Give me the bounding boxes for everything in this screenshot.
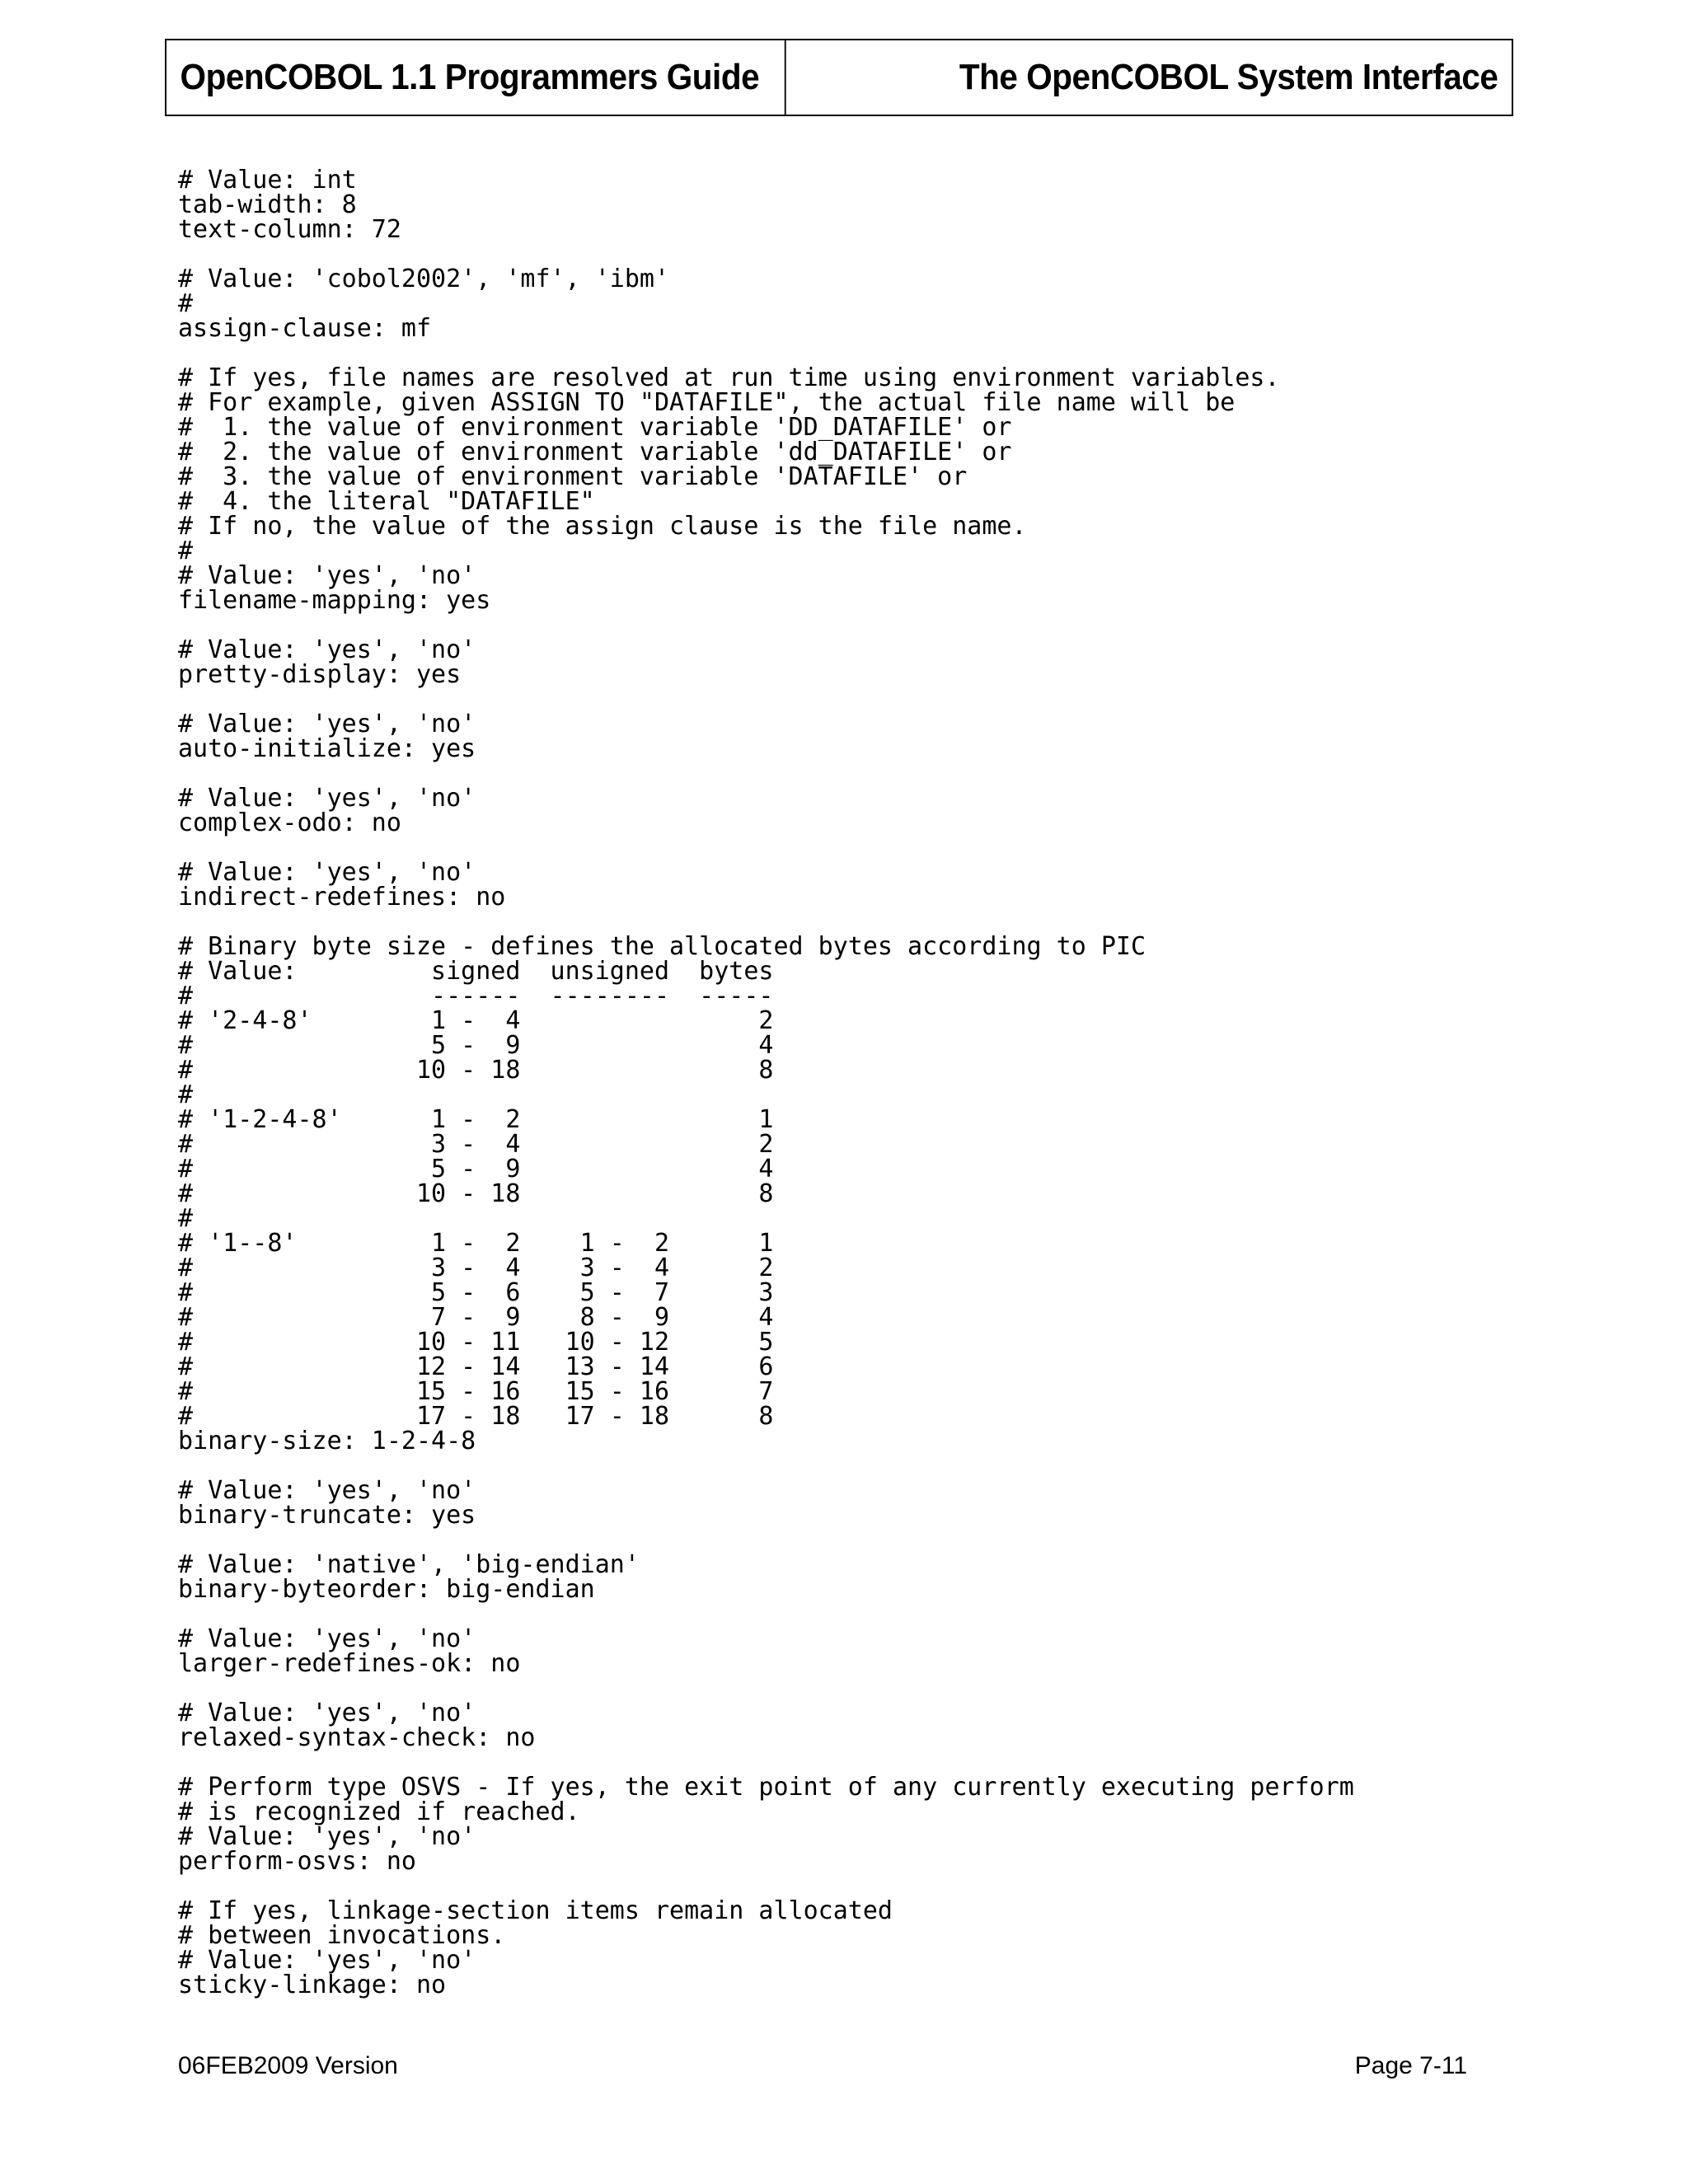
code-line: # Value: 'yes', 'no' — [178, 1624, 476, 1653]
code-line: pretty-display: yes — [178, 660, 462, 689]
block-spacer — [178, 836, 1513, 860]
code-line: # Value: 'yes', 'no' — [178, 710, 476, 738]
code-line: # 5 - 9 4 — [178, 1155, 774, 1183]
config-listing — [178, 168, 1513, 1998]
code-line: # 4. the literal "DATAFILE" — [178, 487, 595, 516]
block-spacer — [178, 341, 1513, 366]
code-line: # 15 - 16 15 - 16 7 — [178, 1377, 774, 1406]
code-line: auto-initialize: yes — [178, 734, 476, 763]
block-spacer — [178, 1602, 1513, 1627]
code-line: # Value: 'yes', 'no' — [178, 635, 476, 664]
code-line: # 3. the value of environment variable 'DATAFILE' or — [178, 462, 968, 491]
block-spacer — [178, 1454, 1513, 1479]
code-line: # Perform type OSVS - If yes, the exit point of any currently executing perform — [178, 1773, 1354, 1802]
code-line: # 10 - 11 10 - 12 5 — [178, 1328, 774, 1357]
code-line: # If no, the value of the assign clause is the file name. — [178, 512, 1027, 541]
code-line: # Value: 'cobol2002', 'mf', 'ibm' — [178, 265, 670, 293]
block-spacer — [178, 1874, 1513, 1899]
code-line: # If yes, linkage-section items remain allocated — [178, 1896, 893, 1925]
block-spacer — [178, 762, 1513, 786]
code-line: binary-truncate: yes — [178, 1501, 476, 1530]
code-line: # — [178, 289, 194, 318]
code-line: # For example, given ASSIGN TO "DATAFILE", the actual file name will be — [178, 388, 1236, 417]
block-spacer — [178, 1676, 1513, 1701]
header-doc-title: OpenCOBOL 1.1 Programmers Guide — [166, 40, 786, 115]
code-line: # Value: 'yes', 'no' — [178, 858, 476, 887]
code-line: complex-odo: no — [178, 808, 401, 837]
code-line: # 3 - 4 3 - 4 2 — [178, 1254, 774, 1282]
block-spacer — [178, 1750, 1513, 1775]
code-line: binary-size: 1-2-4-8 — [178, 1427, 476, 1455]
block-spacer — [178, 242, 1513, 267]
code-line: # Value: 'yes', 'no' — [178, 1476, 476, 1505]
code-line: # '1--8' 1 - 2 1 - 2 1 — [178, 1229, 774, 1258]
code-line: # If yes, file names are resolved at run time using environment variables. — [178, 363, 1280, 392]
code-line: text-column: 72 — [178, 215, 401, 244]
code-line: indirect-redefines: no — [178, 883, 506, 912]
code-line: # 5 - 6 5 - 7 3 — [178, 1278, 774, 1307]
code-line: binary-byteorder: big-endian — [178, 1575, 595, 1604]
header-chapter-title: The OpenCOBOL System Interface — [959, 57, 1498, 97]
code-line: # Value: 'yes', 'no' — [178, 561, 476, 590]
code-line: # '2-4-8' 1 - 4 2 — [178, 1006, 774, 1035]
code-line: perform-osvs: no — [178, 1847, 416, 1876]
code-line: relaxed-syntax-check: no — [178, 1723, 536, 1752]
code-line: # Value: 'native', 'big-endian' — [178, 1550, 640, 1579]
code-line: # — [178, 1204, 194, 1233]
code-line: # 1. the value of environment variable 'DD_DATAFILE' or — [178, 413, 1012, 442]
block-spacer — [178, 910, 1513, 935]
code-line: # — [178, 537, 194, 565]
code-line: # 3 - 4 2 — [178, 1130, 774, 1159]
code-line: # 12 - 14 13 - 14 6 — [178, 1352, 774, 1381]
code-line: tab-width: 8 — [178, 190, 357, 219]
code-line: # '1-2-4-8' 1 - 2 1 — [178, 1105, 774, 1134]
code-line: # 17 - 18 17 - 18 8 — [178, 1402, 774, 1431]
block-spacer — [178, 613, 1513, 638]
code-line: # ------ -------- ----- — [178, 982, 774, 1010]
code-line: # 10 - 18 8 — [178, 1056, 774, 1085]
code-line: sticky-linkage: no — [178, 1971, 447, 1999]
code-line: # — [178, 1080, 194, 1109]
code-line: # 7 - 9 8 - 9 4 — [178, 1303, 774, 1332]
code-line: filename-mapping: yes — [178, 586, 491, 615]
code-line: # Value: 'yes', 'no' — [178, 1699, 476, 1727]
footer-version: 06FEB2009 Version — [178, 2052, 398, 2079]
code-line: # Value: int — [178, 166, 357, 194]
code-line: # Value: signed unsigned bytes — [178, 957, 774, 986]
code-line: # between invocations. — [178, 1921, 506, 1950]
code-line: # is recognized if reached. — [178, 1797, 580, 1826]
code-line: # Value: 'yes', 'no' — [178, 784, 476, 813]
block-spacer — [178, 687, 1513, 712]
code-line: # 2. the value of environment variable 'dd_DATAFILE' or — [178, 438, 1012, 466]
code-line: # 10 - 18 8 — [178, 1179, 774, 1208]
code-line: assign-clause: mf — [178, 314, 432, 343]
page-header — [165, 39, 1513, 116]
code-line: # 5 - 9 4 — [178, 1031, 774, 1060]
code-line: # Value: 'yes', 'no' — [178, 1946, 476, 1975]
code-line: # Value: 'yes', 'no' — [178, 1822, 476, 1851]
code-line: larger-redefines-ok: no — [178, 1649, 521, 1678]
code-line: # Binary byte size - defines the allocated bytes according to PIC — [178, 932, 1146, 961]
block-spacer — [178, 1528, 1513, 1553]
footer-page-number: Page 7-11 — [1354, 2052, 1467, 2079]
